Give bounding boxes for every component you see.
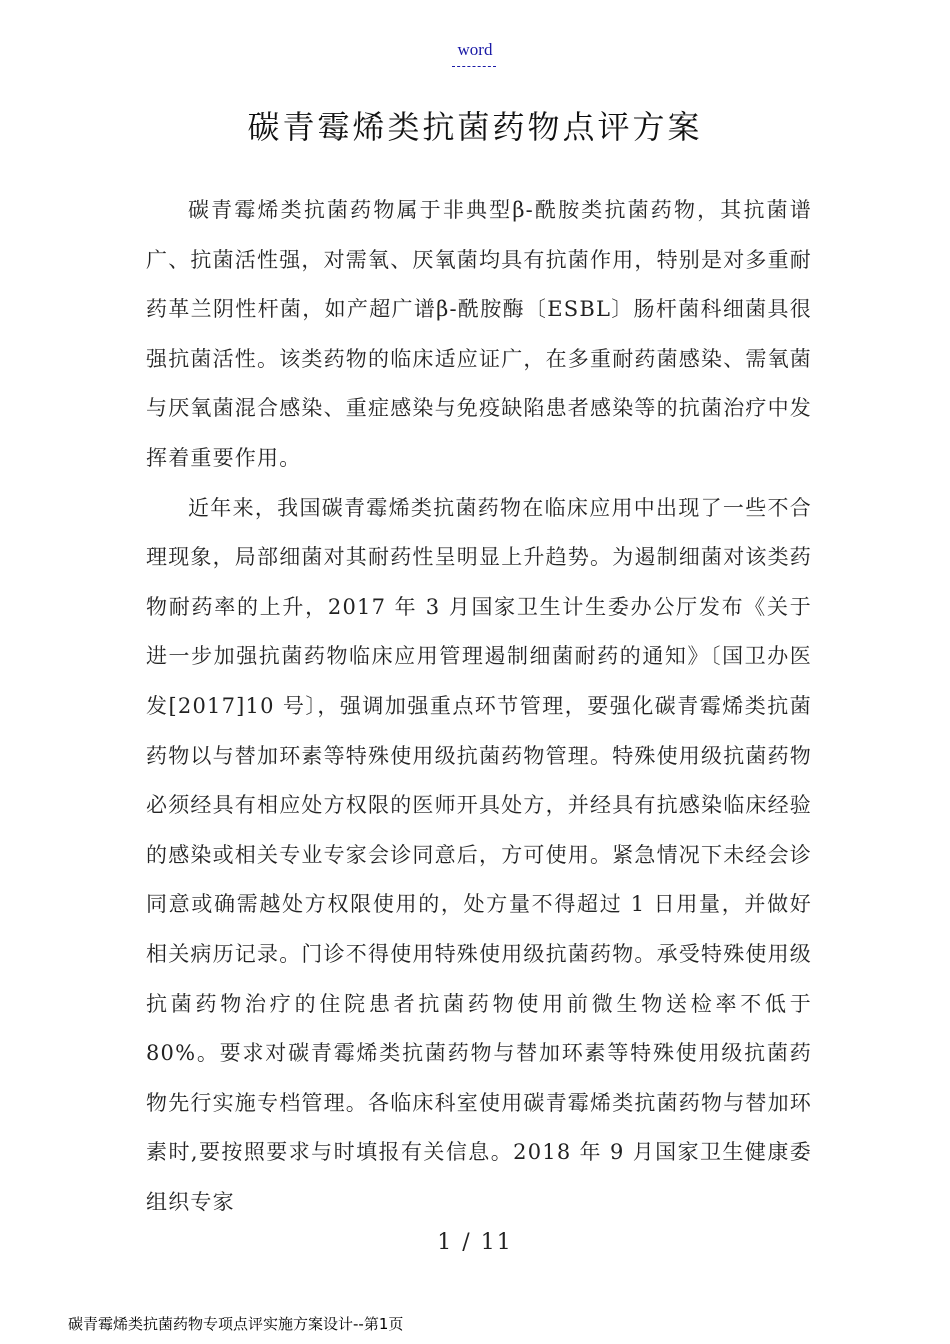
paragraph-1: 碳青霉烯类抗菌药物属于非典型β-酰胺类抗菌药物，其抗菌谱广、抗菌活性强，对需氧、厌氧菌均具有抗菌作用，特别是对多重耐药革兰阴性杆菌，如产超广谱β-酰胺酶〔ESBL〕肠杆菌科细菌具很强抗菌活性。该类药物的临床适应证广，在多重耐药菌感染、需氧菌与厌氧菌混合感染、重症感染与免疫缺陷患者感染等的抗菌治疗中发挥着重要作用。 [146,198,812,470]
page-footer: 碳青霉烯类抗菌药物专项点评实施方案设计--第1页 [68,1315,404,1333]
document-title: 碳青霉烯类抗菌药物点评方案 [247,108,703,146]
document-body [146,186,812,1227]
header-word-link[interactable]: word [457,40,493,59]
header-dashed-rule [452,66,496,67]
paragraph-2: 近年来，我国碳青霉烯类抗菌药物在临床应用中出现了一些不合理现象，局部细菌对其耐药性呈明显上升趋势。为遏制细菌对该类药物耐药率的上升，2017 年 3 月国家卫生计生委办公厅发布《关于进一步加强抗菌药物临床应用管理遏制细菌耐药的通知》〔国卫办医发[2017]10 号〕，强调加强重点环节管理，要强化碳青霉烯类抗菌药物以与替加环素等特殊使用级抗菌药物管理。特殊使用级抗菌药物必须经具有相应处方权限的医师开具处方，并经具有抗感染临床经验的感染或相关专业专家会诊同意后，方可使用。紧急情况下未经会诊同意或确需越处方权限使用的，处方量不得超过 1 日用量，并做好相关病历记录。门诊不得使用特殊使用级抗菌药物。承受特殊使用级抗菌药物治疗的住院患者抗菌药物使用前微生物送检率不低于 80%。要求对碳青霉烯类抗菌药物与替加环素等特殊使用级抗菌药物先行实施专档管理。各临床科室使用碳青霉烯类抗菌药物与替加环素时,要按照要求与时填报有关信息。2018 年 9 月国家卫生健康委组织专家 [146,495,812,1214]
page-number: 1 / 11 [437,1230,513,1255]
